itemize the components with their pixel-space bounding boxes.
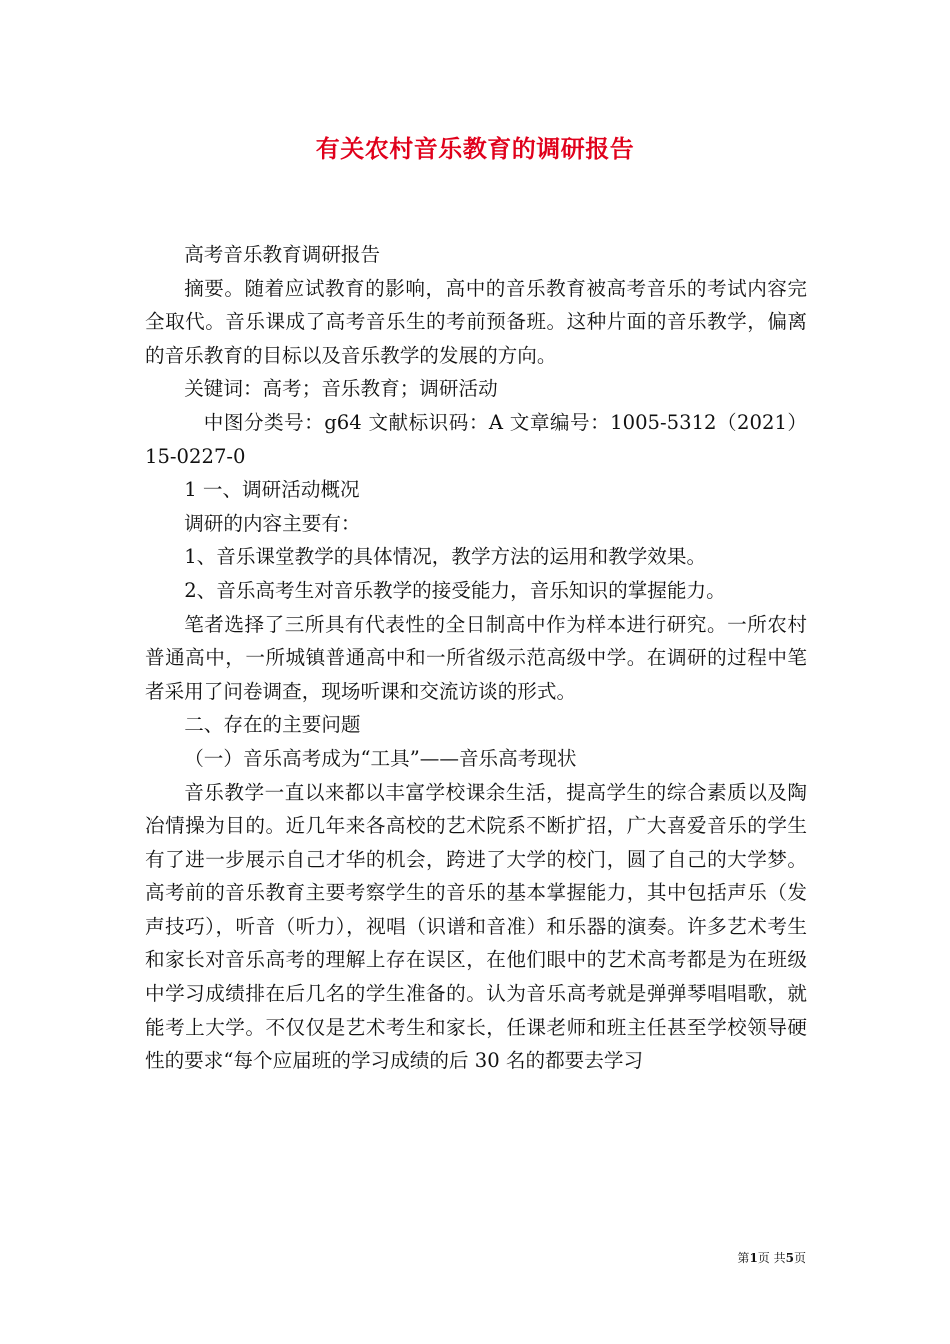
page-footer: [737, 1250, 806, 1266]
document-body: [145, 238, 807, 1078]
status-paragraph: 音乐教学一直以来都以丰富学校课余生活，提高学生的综合素质以及陶冶情操为目的。近几年来各高校的艺术院系不断扩招，广大喜爱音乐的学生有了进一步展示自己才华的机会，跨进了大学的校门，圆了自己的大学梦。高考前的音乐教育主要考察学生的音乐的基本掌握能力，其中包括声乐（发声技巧），听音（听力），视唱（识谱和音准）和乐器的演奏。许多艺术考生和家长对音乐高考的理解上存在误区，在他们眼中的艺术高考都是为在班级中学习成绩排在后几名的学生准备的。认为音乐高考就是弹弹琴唱唱歌，就能考上大学。不仅仅是艺术考生和家长，任课老师和班主任甚至学校领导硬性的要求“每个应届班的学习成绩的后 30 名的都要去学习: [145, 780, 807, 1073]
sample-paragraph: 笔者选择了三所具有代表性的全日制高中作为样本进行研究。一所农村普通高中，一所城镇普通高中和一所省级示范高级中学。在调研的过程中笔者采用了问卷调查，现场听课和交流访谈的形式。: [145, 612, 807, 703]
section-heading-1: 1 一、调研活动概况: [184, 478, 360, 502]
footer-suffix: 页: [793, 1251, 806, 1265]
footer-prefix: 第: [737, 1251, 750, 1265]
footer-total-pages: 5: [785, 1251, 794, 1265]
report-subtitle: 高考音乐教育调研报告: [184, 243, 381, 266]
document-title: 有关农村音乐教育的调研报告: [315, 134, 635, 163]
research-item-1: 1、音乐课堂教学的具体情况，教学方法的运用和教学效果。: [184, 545, 707, 569]
keywords-paragraph: 关键词：高考；音乐教育；调研活动: [184, 377, 498, 401]
section-heading-2: 二、存在的主要问题: [184, 713, 361, 737]
research-content-intro: 调研的内容主要有：: [184, 511, 361, 535]
footer-middle: 页 共: [757, 1251, 786, 1265]
abstract-paragraph: 摘要。随着应试教育的影响，高中的音乐教育被高考音乐的考试内容完全取代。音乐课成了高考音乐生的考前预备班。这种片面的音乐教学，偏离的音乐教育的目标以及音乐教学的发展的方向。: [145, 276, 807, 367]
classification-paragraph: 中图分类号：g64 文献标识码：A 文章编号：1005-5312（2021）15-0227-0: [145, 410, 807, 468]
research-item-2: 2、音乐高考生对音乐教学的接受能力，音乐知识的掌握能力。: [184, 578, 726, 602]
subsection-heading-1: （一）音乐高考成为“工具”——音乐高考现状: [184, 746, 577, 770]
footer-page-number: 1: [749, 1251, 758, 1265]
